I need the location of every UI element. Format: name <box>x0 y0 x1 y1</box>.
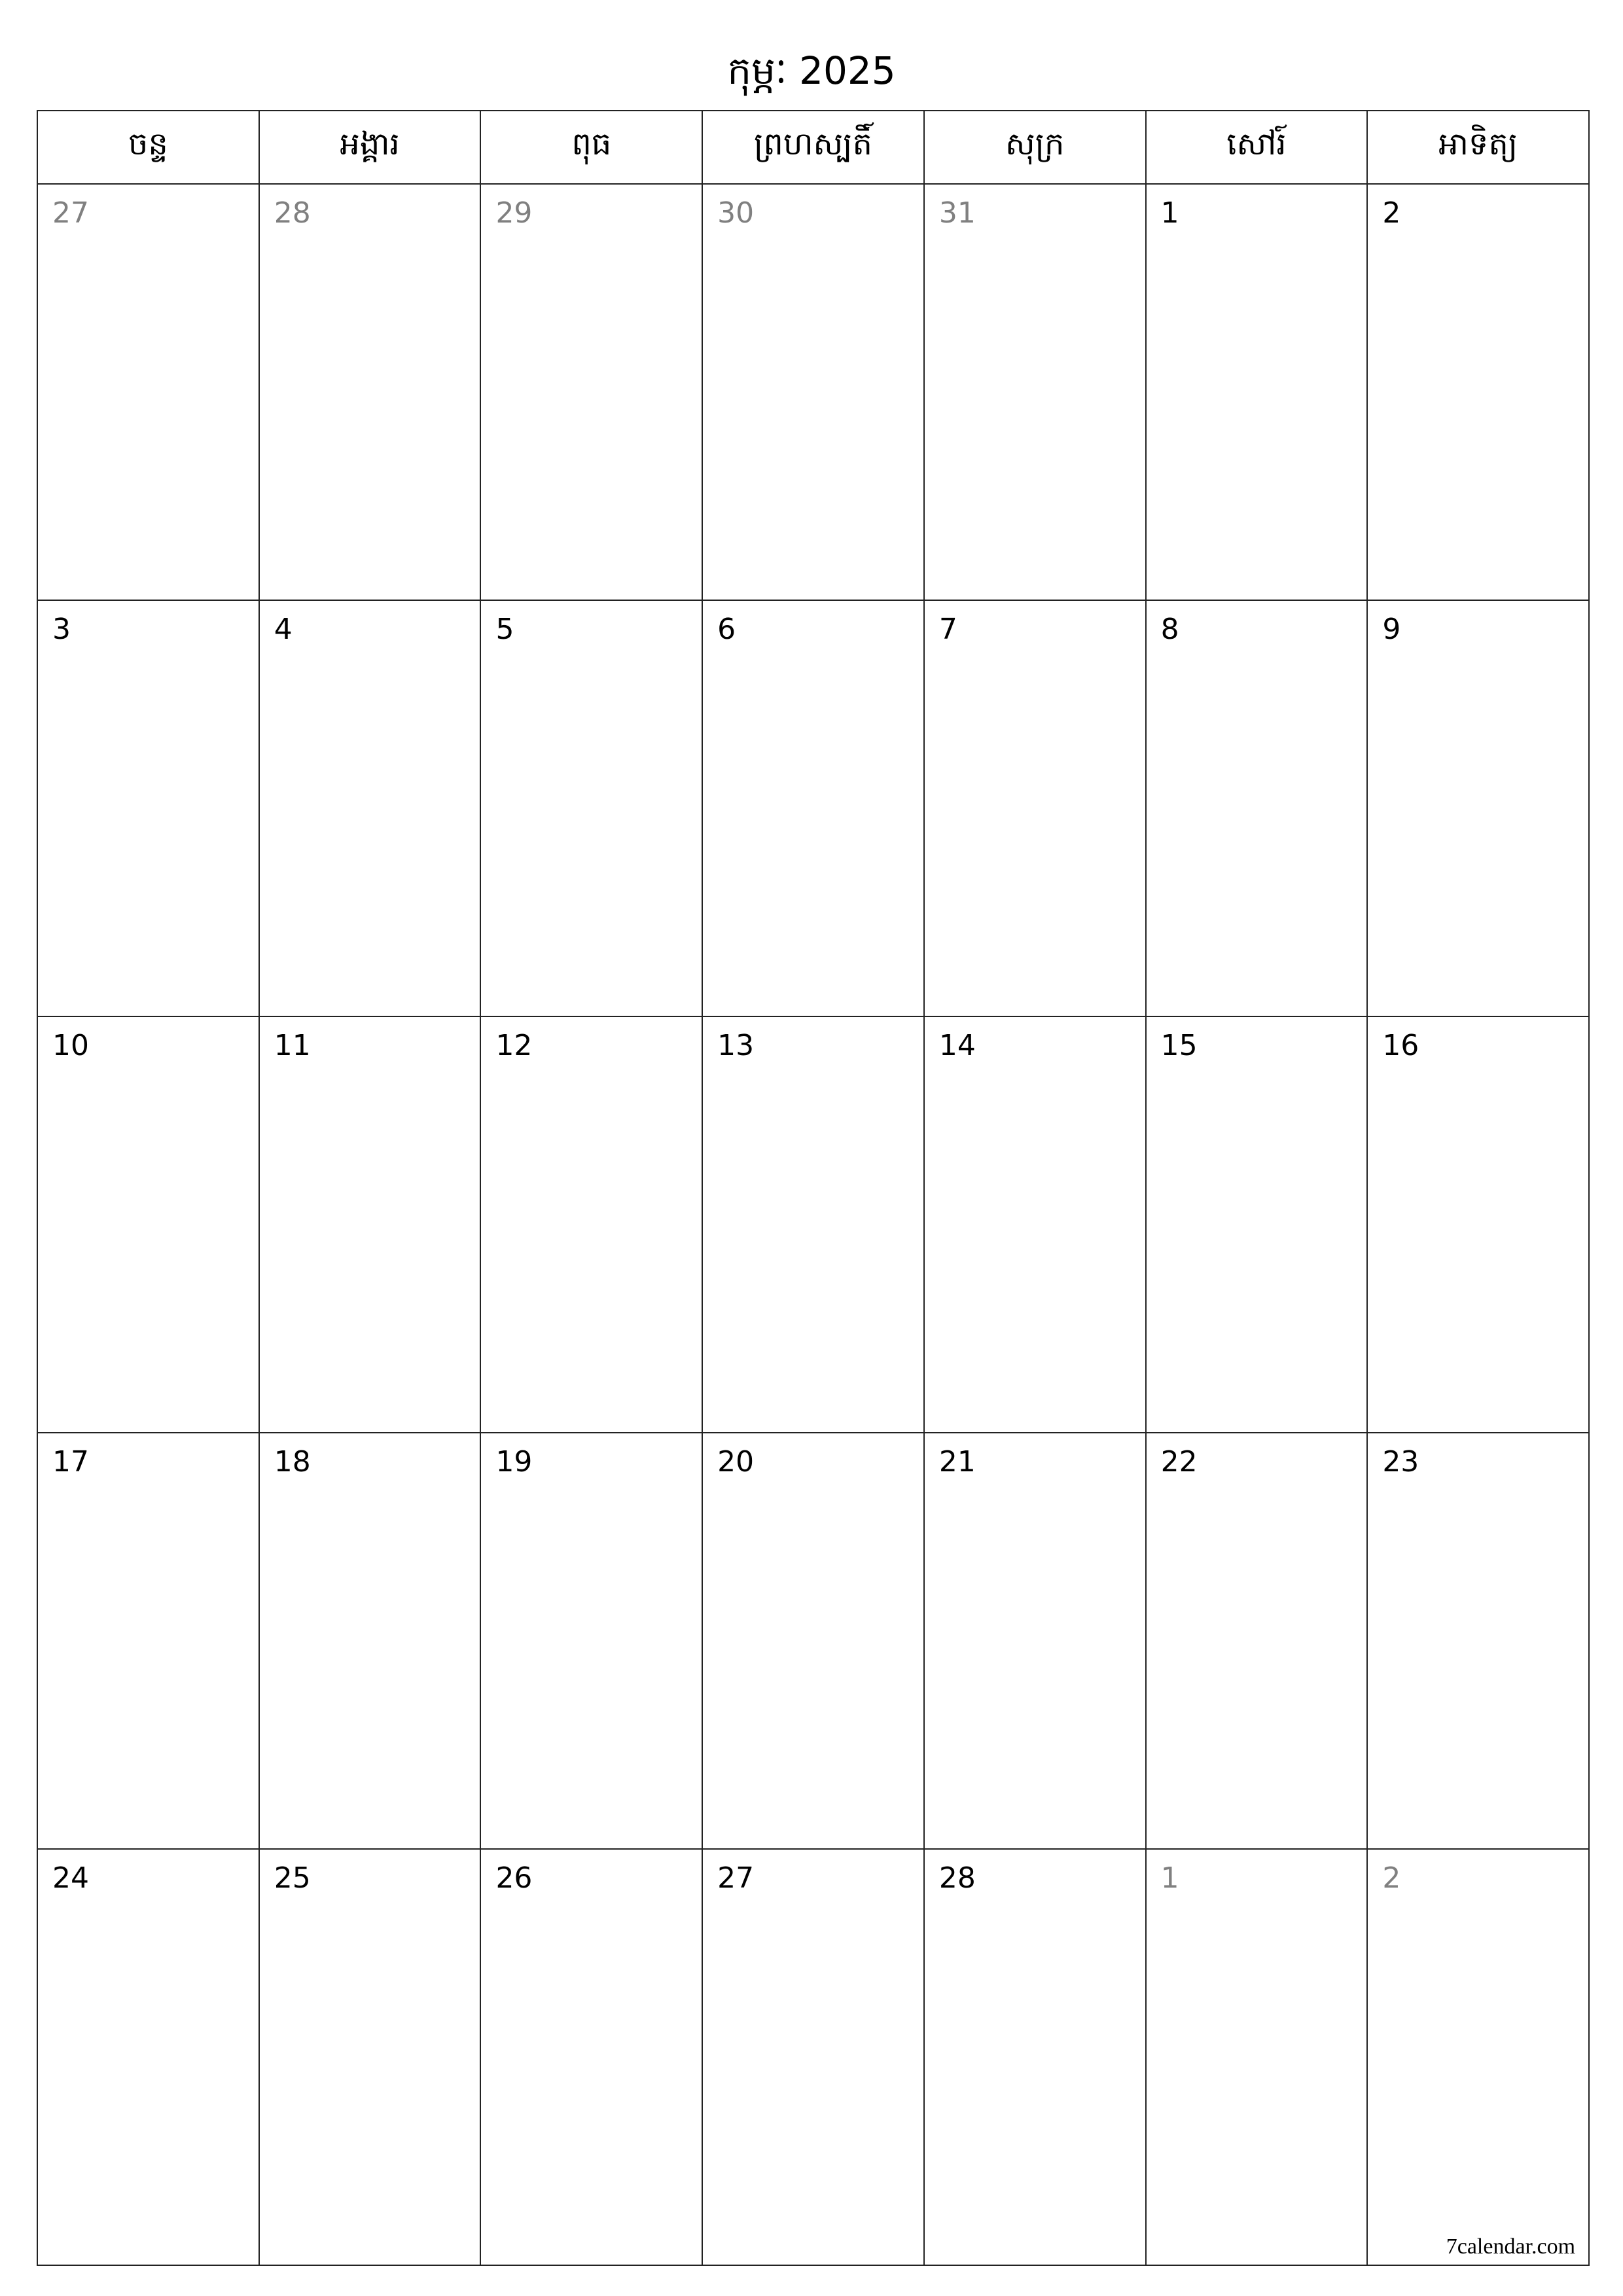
day-number: 12 <box>495 1029 533 1062</box>
day-cell <box>1368 601 1588 1016</box>
day-number: 5 <box>495 613 514 646</box>
week-row <box>38 1433 1588 1850</box>
day-number: 7 <box>938 613 957 646</box>
day-number: 4 <box>274 613 293 646</box>
footer-credit: 7calendar.com <box>1446 2234 1576 2259</box>
weekday-saturday: សៅរ៍ <box>1147 111 1368 183</box>
day-cell <box>925 1017 1147 1432</box>
day-number: 1 <box>1160 1861 1179 1895</box>
weekday-thursday: ព្រហស្បតិ៍ <box>703 111 925 183</box>
day-cell <box>38 185 260 600</box>
calendar-grid <box>37 110 1590 2266</box>
day-cell <box>925 1433 1147 1848</box>
day-cell <box>925 185 1147 600</box>
day-cell <box>481 1433 703 1848</box>
day-number: 17 <box>52 1445 89 1479</box>
day-number: 11 <box>274 1029 311 1062</box>
day-number: 27 <box>717 1861 755 1895</box>
weekday-monday: ចន្ទ <box>38 111 260 183</box>
day-cell <box>1147 1017 1368 1432</box>
day-number: 26 <box>495 1861 533 1895</box>
day-cell <box>1368 185 1588 600</box>
day-cell <box>260 1433 482 1848</box>
weeks-container <box>38 185 1588 2265</box>
day-cell <box>38 601 260 1016</box>
day-number: 24 <box>52 1861 89 1895</box>
week-row <box>38 601 1588 1017</box>
day-number: 2 <box>1382 1861 1401 1895</box>
day-cell <box>38 1017 260 1432</box>
day-number: 28 <box>938 1861 976 1895</box>
day-number: 21 <box>938 1445 976 1479</box>
day-number: 25 <box>274 1861 311 1895</box>
day-cell <box>481 1017 703 1432</box>
day-cell <box>260 185 482 600</box>
day-cell <box>703 185 925 600</box>
day-cell <box>38 1433 260 1848</box>
day-cell <box>703 601 925 1016</box>
day-number: 15 <box>1160 1029 1198 1062</box>
day-cell <box>481 601 703 1016</box>
day-number: 28 <box>274 196 311 230</box>
day-number: 3 <box>52 613 71 646</box>
weekday-friday: សុក្រ <box>925 111 1147 183</box>
day-cell <box>1147 601 1368 1016</box>
week-row <box>38 185 1588 601</box>
day-number: 22 <box>1160 1445 1198 1479</box>
day-cell <box>703 1433 925 1848</box>
day-cell <box>1147 1850 1368 2265</box>
day-cell <box>1368 1017 1588 1432</box>
weekday-tuesday: អង្គារ <box>260 111 482 183</box>
day-cell <box>703 1850 925 2265</box>
day-number: 30 <box>717 196 755 230</box>
day-cell <box>1368 1850 1588 2265</box>
week-row <box>38 1850 1588 2265</box>
weekday-sunday: អាទិត្យ <box>1438 126 1518 162</box>
day-cell <box>925 601 1147 1016</box>
day-number: 9 <box>1382 613 1401 646</box>
day-cell <box>925 1850 1147 2265</box>
day-number: 18 <box>274 1445 311 1479</box>
day-cell <box>38 1850 260 2265</box>
weekday-header-row <box>38 111 1588 185</box>
week-row <box>38 1017 1588 1433</box>
day-number: 16 <box>1382 1029 1419 1062</box>
day-cell <box>260 1017 482 1432</box>
page-title: កុម្ភៈ 2025 <box>727 48 896 93</box>
day-cell <box>1368 1433 1588 1848</box>
day-number: 8 <box>1160 613 1179 646</box>
day-number: 13 <box>717 1029 755 1062</box>
day-cell <box>1147 1433 1368 1848</box>
day-number: 29 <box>495 196 533 230</box>
day-cell <box>481 1850 703 2265</box>
day-number: 20 <box>717 1445 755 1479</box>
day-number: 10 <box>52 1029 89 1062</box>
day-number: 27 <box>52 196 89 230</box>
day-cell <box>260 601 482 1016</box>
day-cell <box>481 185 703 600</box>
day-cell <box>260 1850 482 2265</box>
weekday-wednesday: ពុធ <box>481 111 703 183</box>
day-number: 19 <box>495 1445 533 1479</box>
day-number: 31 <box>938 196 976 230</box>
day-number: 6 <box>717 613 736 646</box>
day-cell <box>703 1017 925 1432</box>
day-number: 1 <box>1160 196 1179 230</box>
day-cell <box>1147 185 1368 600</box>
day-number: 14 <box>938 1029 976 1062</box>
day-number: 2 <box>1382 196 1401 230</box>
day-number: 23 <box>1382 1445 1419 1479</box>
